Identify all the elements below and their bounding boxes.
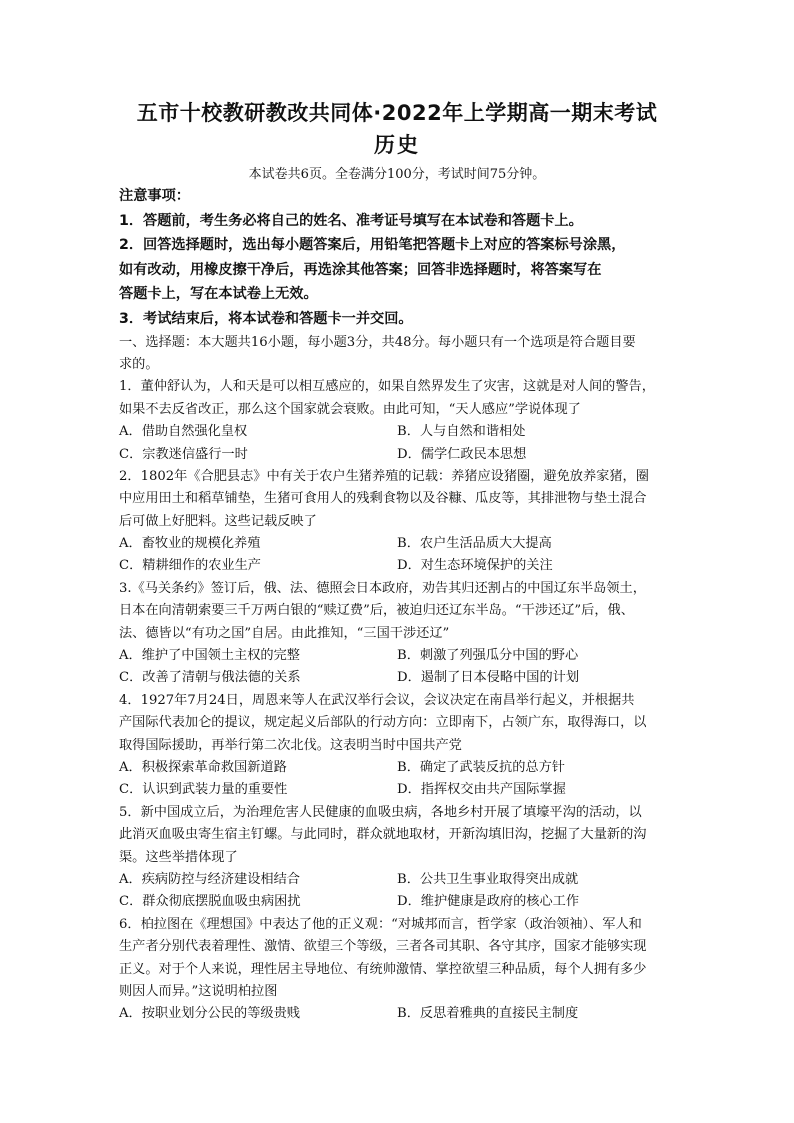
note-line: 答题卡上，写在本试卷上无效。 bbox=[119, 286, 318, 303]
question-stem: 4．1927年7月24日，周恩来等人在武汉举行会议，会议决定在南昌举行起义，并根据共 bbox=[119, 692, 635, 708]
options-row bbox=[119, 533, 679, 555]
options-row bbox=[119, 1003, 679, 1025]
exam-body bbox=[119, 184, 679, 1026]
question-stem: 5．新中国成立后，为治理危害人民健康的血吸虫病，各地乡村开展了填壕平沟的活动，以 bbox=[119, 804, 642, 820]
exam-info: 本试卷共6页。全卷满分100分，考试时间75分钟。 bbox=[248, 167, 546, 182]
option-d: D．儒学仁政民本思想 bbox=[397, 446, 527, 462]
question-stem: 正义。对于个人来说，理性居主导地位、有统帅激情、掌控欲望三种品质，每个人拥有多少 bbox=[119, 961, 647, 977]
option-d: D．指挥权交由共产国际掌握 bbox=[397, 782, 566, 798]
option-c: C．宗教迷信盛行一时 bbox=[119, 446, 248, 462]
option-b: B．确定了武装反抗的总方针 bbox=[397, 759, 565, 775]
options-row bbox=[119, 645, 679, 667]
option-a: A．按职业划分公民的等级贵贱 bbox=[119, 1006, 300, 1022]
subject-title: 历史 bbox=[374, 133, 420, 157]
options-row bbox=[119, 444, 679, 466]
question-3 bbox=[119, 578, 679, 690]
question-stem: 中应用田土和稻草铺垫，生猪可食用人的残剩食物以及谷糠、瓜皮等，其排泄物与垫土混合 bbox=[119, 491, 647, 507]
option-d: D．对生态环境保护的关注 bbox=[397, 558, 553, 574]
option-b: B．刺激了列强瓜分中国的野心 bbox=[397, 648, 579, 664]
option-b: B．公共卫生事业取得突出成就 bbox=[397, 871, 579, 887]
question-stem: 渠。这些举措体现了 bbox=[119, 849, 238, 865]
options-row bbox=[119, 667, 679, 689]
option-a: A．借助自然强化皇权 bbox=[119, 424, 248, 440]
notes-heading: 注意事项： bbox=[119, 188, 190, 204]
question-stem: 3.《马关条约》签订后，俄、法、德照会日本政府，劝告其归还割占的中国辽东半岛领土， bbox=[119, 580, 646, 596]
option-c: C．认识到武装力量的重要性 bbox=[119, 782, 288, 798]
question-2 bbox=[119, 466, 679, 578]
question-stem: 法、德皆以“有功之国”自居。由此推知，“三国干涉还辽” bbox=[119, 625, 450, 641]
question-stem: 如果不去反省改正，那么这个国家就会衰败。由此可知，“天人感应”学说体现了 bbox=[119, 401, 581, 417]
options-row bbox=[119, 421, 679, 443]
options-row bbox=[119, 757, 679, 779]
option-a: A．疾病防控与经济建设相结合 bbox=[119, 871, 300, 887]
question-4 bbox=[119, 690, 679, 802]
option-a: A．积极探索革命救国新道路 bbox=[119, 759, 287, 775]
question-stem: 后可做上好肥料。这些记载反映了 bbox=[119, 513, 317, 529]
question-1 bbox=[119, 376, 679, 466]
options-row bbox=[119, 891, 679, 913]
note-line: 3．考试结束后，将本试卷和答题卡一并交回。 bbox=[119, 310, 413, 327]
note-line: 如有改动，用橡皮擦干净后，再选涂其他答案；回答非选择题时，将答案写在 bbox=[119, 261, 602, 278]
question-stem: 1．董仲舒认为，人和天是可以相互感应的，如果自然界发生了灾害，这就是对人间的警告， bbox=[119, 379, 655, 395]
option-d: D．维护健康是政府的核心工作 bbox=[397, 894, 580, 910]
option-b: B．反思着雅典的直接民主制度 bbox=[397, 1006, 579, 1022]
option-a: A．畜牧业的规模化养殖 bbox=[119, 536, 261, 552]
section-instructions: 求的。 bbox=[119, 356, 159, 372]
question-stem: 产国际代表加仑的提议，规定起义后部队的行动方向：立即南下，占领广东，取得海口，以 bbox=[119, 715, 647, 731]
question-stem: 6．柏拉图在《理想国》中表达了他的正义观：“对城邦而言，哲学家（政治领袖）、军人和 bbox=[119, 916, 642, 932]
options-row bbox=[119, 869, 679, 891]
question-5 bbox=[119, 802, 679, 914]
question-stem: 则因人而异。”这说明柏拉图 bbox=[119, 983, 278, 999]
option-b: B．农户生活品质大大提高 bbox=[397, 536, 552, 552]
question-stem: 生产者分别代表着理性、激情、欲望三个等级，三者各司其职、各守其序，国家才能够实现 bbox=[119, 939, 647, 955]
options-row bbox=[119, 779, 679, 801]
question-stem: 取得国际援助，再举行第二次北伐。这表明当时中国共产党 bbox=[119, 737, 462, 753]
note-line: 2．回答选择题时，选出每小题答案后，用铅笔把答题卡上对应的答案标号涂黑， bbox=[119, 237, 626, 254]
option-c: C．改善了清朝与俄法德的关系 bbox=[119, 670, 301, 686]
options-row bbox=[119, 555, 679, 577]
question-stem: 此消灭血吸虫寄生宿主钉螺。与此同时，群众就地取材，开新沟填旧沟，挖掘了大量新的沟 bbox=[119, 827, 647, 843]
option-c: C．精耕细作的农业生产 bbox=[119, 558, 261, 574]
question-stem: 2．1802年《合肥县志》中有关于农户生猪养殖的记载：养猪应设猪圈，避免放养家猪，圈 bbox=[119, 468, 649, 484]
option-a: A．维护了中国领土主权的完整 bbox=[119, 648, 300, 664]
option-b: B．人与自然和谐相处 bbox=[397, 424, 526, 440]
question-6 bbox=[119, 914, 679, 1026]
note-line: 1．答题前，考生务必将自己的姓名、准考证号填写在本试卷和答题卡上。 bbox=[119, 212, 583, 229]
option-c: C．群众彻底摆脱血吸虫病困扰 bbox=[119, 894, 301, 910]
question-stem: 日本在向清朝索要三千万两白银的“赎辽费”后，被迫归还辽东半岛。“干涉还辽”后，俄、 bbox=[119, 603, 634, 619]
option-d: D．遏制了日本侵略中国的计划 bbox=[397, 670, 580, 686]
section-instructions: 一、选择题：本大题共16小题，每小题3分，共48分。每小题只有一个选项是符合题目要 bbox=[119, 334, 636, 350]
exam-title: 五市十校教研教改共同体·2022年上学期高一期末考试 bbox=[136, 101, 658, 125]
